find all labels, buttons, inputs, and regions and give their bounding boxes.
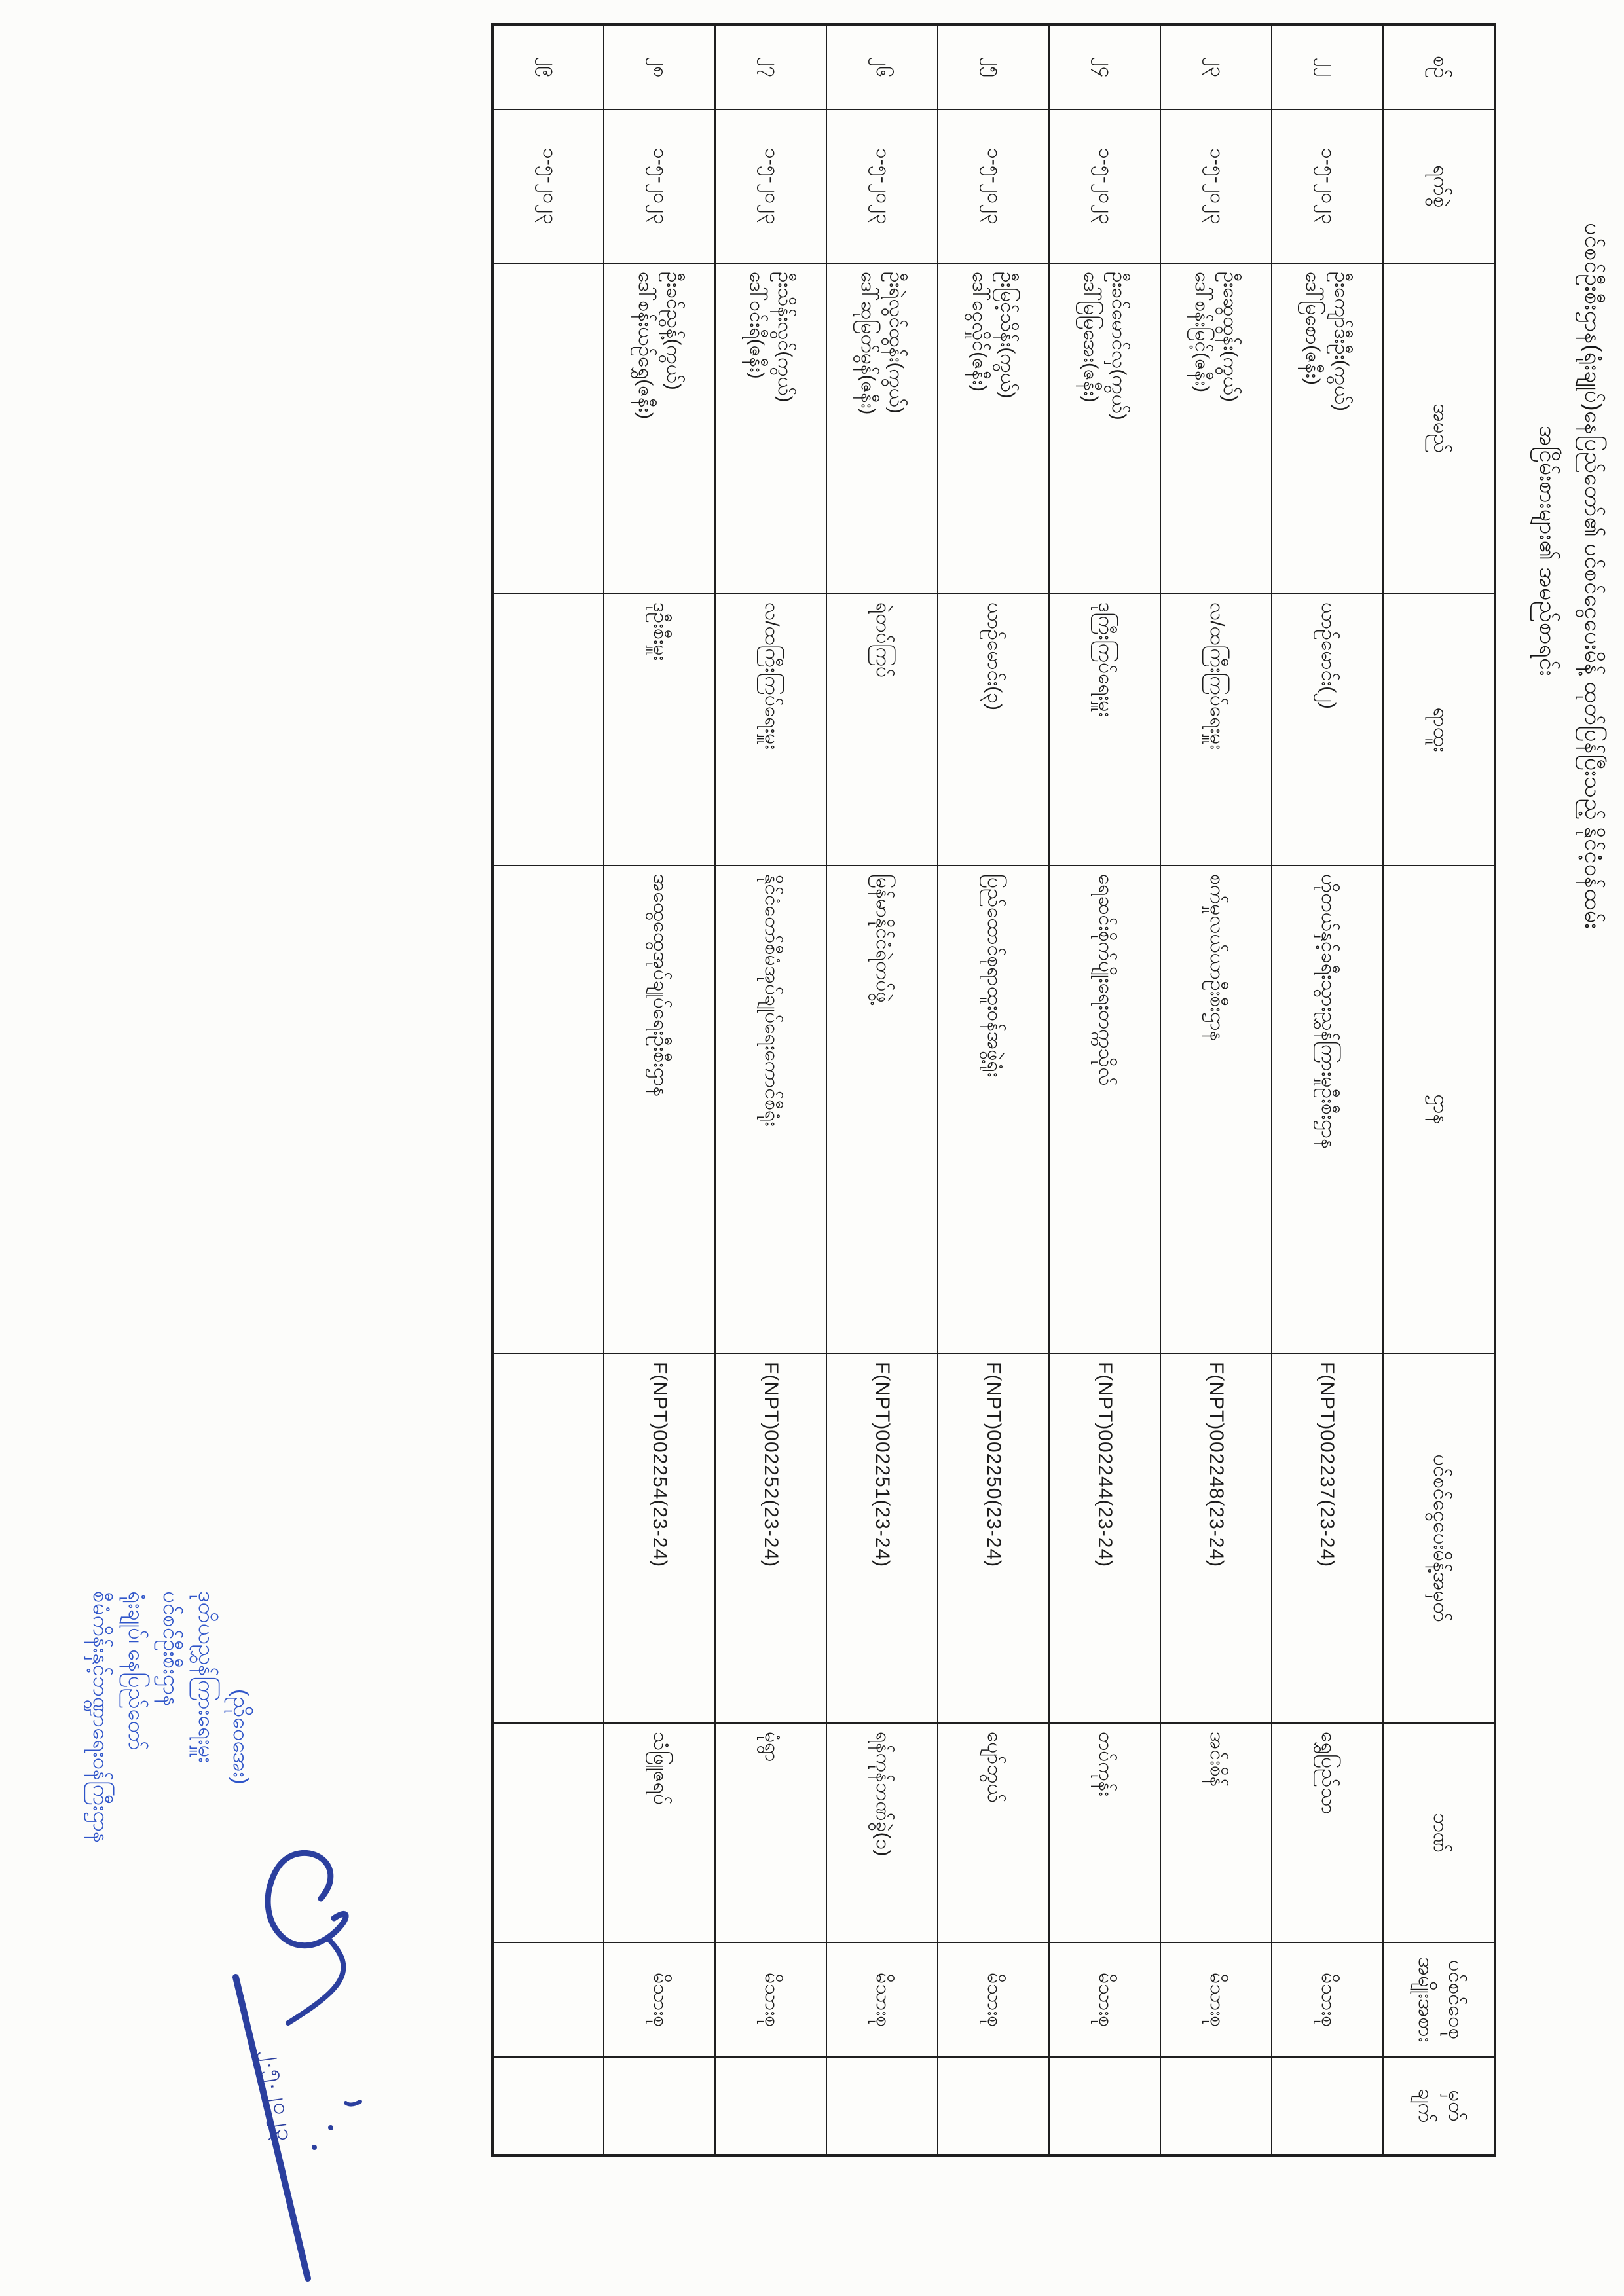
header-pension-type-line1: ပင်စင်ဝေစု [1445, 1959, 1468, 2040]
header-bank: ဘဏ် [1383, 1723, 1495, 1942]
cell-serial: ၂၅ [938, 24, 1049, 109]
cell-date: ၁-၅-၂၀၂၃ [492, 109, 604, 263]
cell-serial: ၂၆ [826, 24, 938, 109]
cell-date: ၁-၅-၂၀၂၃ [604, 109, 715, 263]
cell-department: မြန်မာနိုင်ငံရဲတပ်ဖွဲ့ [826, 866, 938, 1353]
cell-pension-type: မိသားစု [1049, 1942, 1160, 2057]
cell-serial: ၂၉ [492, 24, 604, 109]
table-row [492, 24, 604, 2155]
cell-remark [826, 2057, 938, 2155]
name-deceased: ဦးသိန်းလွင်(ကွယ်) [774, 272, 796, 403]
cell-remark [938, 2057, 1049, 2155]
cell-department: ဟိုတယ်နှင့်ခရီးသွားညွှန်ကြားမှုဦးစီးဌာန [1272, 866, 1383, 1353]
header-pension-type-line2: အမျိုးအစား [1414, 1957, 1438, 2043]
cell-position: ယာဉ်မောင်း(၃) [938, 594, 1049, 866]
cell-department [492, 866, 604, 1353]
document-title [1529, 223, 1608, 929]
header-position: ရာထူး [1383, 594, 1495, 866]
cell-position: လ/ထကြီးကြပ်ရေးမှူး [715, 594, 826, 866]
cell-position: ရဲတပ်ကြပ် [826, 594, 938, 866]
cell-serial: ၂၇ [715, 24, 826, 109]
name-deceased: ဦးမြင့်သိန်း(ကွယ်) [997, 272, 1019, 399]
header-order-no: ပင်စင်ငွေပေးမိန့်အမှတ် [1383, 1353, 1495, 1723]
header-department: ဌာန [1383, 866, 1495, 1353]
cell-position: ဒုကြီးကြပ်ရေးမှူး [1049, 594, 1160, 866]
title-line-1: ပင်စင်ဦးစီးဌာန(ရုံးချုပ်)နေပြည်တော်၏ ပင်စင်ငွေပေးမိန့် ထုတ်ပြန်ပြီးသည့် နိုင်ငံ့ဝန်ထမ်း [1580, 223, 1605, 930]
handwritten-date: ၂.၅.၂၀၂၃ [261, 2047, 299, 2143]
cell-position [492, 594, 604, 866]
cell-remark [715, 2057, 826, 2155]
cell-name [604, 263, 715, 594]
cell-remark [1049, 2057, 1160, 2155]
table-row [715, 24, 826, 2155]
cell-bank: ပျော်ဘွယ် [938, 1723, 1049, 1942]
name-deceased: ဦးရဲလွင်ထွန်း(ကွယ်) [885, 272, 908, 414]
name-beneficiary: ဒေါ်မြမြအေး(ဇနီး) [1080, 272, 1101, 403]
cell-department: စက်မှုလယ်ယာဦးစီးဌာန [1160, 866, 1272, 1353]
cell-position: ဒုဦးစီးမှူး [604, 594, 715, 866]
title-line-2: အငြိမ်းစားများ၏ အမည်စာရင်း [1535, 426, 1560, 676]
cell-department: အထွေထွေအုပ်ချုပ်ရေးဦးစီးဌာန [604, 866, 715, 1353]
stamp-signer-title: ဒုတိယညွှန်ကြားရေးမှူး [194, 1591, 219, 1763]
name-beneficiary: ဒေါ်မြစော(ဇနီး) [1302, 272, 1324, 385]
cell-remark [1272, 2057, 1383, 2155]
cell-serial: ၂၄ [1049, 24, 1160, 109]
name-deceased: ဦးခင်ညွန့်(ကွယ်) [663, 272, 685, 390]
cell-date: ၁-၅-၂၀၂၃ [715, 109, 826, 263]
table-row [1049, 24, 1160, 2155]
cell-bank: သံဖြူဇရပ် [604, 1723, 715, 1942]
cell-department: ရေဆင်းစိုက်ပျိုးရေးတက္ကသိုလ် [1049, 866, 1160, 1353]
cell-bank: ရွှေပြည်သာ [1272, 1723, 1383, 1942]
table-header-row [1383, 24, 1495, 2155]
cell-order-no [492, 1353, 604, 1723]
name-beneficiary: ဒေါ်စန်းယဉ်ရွှေ(ဇနီး) [635, 272, 656, 420]
name-beneficiary: ဒေါ်ဝင်းရီ(ဇနီး) [746, 272, 767, 379]
name-deceased: ဦးခင်မောင်လှ(ကွယ်) [1108, 272, 1130, 420]
cell-date: ၁-၅-၂၀၂၃ [826, 109, 938, 263]
table-row [1160, 24, 1272, 2155]
cell-order-no: F(NPT)002254(23-24) [604, 1353, 715, 1723]
cell-pension-type: မိသားစု [938, 1942, 1049, 2057]
cell-department: နိုင်ငံတော်စီမံအုပ်ချုပ်ရေးကောင်စီရုံး [715, 866, 826, 1353]
name-deceased: ဦးဆွေထွန်း(ကွယ်) [1219, 272, 1242, 402]
approval-stamp [84, 1591, 259, 2246]
cell-pension-type: မိသားစု [715, 1942, 826, 2057]
header-date: ရက်စွဲ [1383, 109, 1495, 263]
stamp-office: ရုံးချုပ်၊ နေပြည်တော် [124, 1591, 149, 1751]
cell-remark [1160, 2057, 1272, 2155]
cell-bank: ရန်ကုန်ဘဏ်ခွဲ(၁) [826, 1723, 938, 1942]
cell-bank: အင်းစိန် [1160, 1723, 1272, 1942]
cell-order-no: F(NPT)002251(23-24) [826, 1353, 938, 1723]
cell-date: ၁-၅-၂၀၂၃ [1160, 109, 1272, 263]
header-serial: စဉ် [1383, 24, 1495, 109]
cell-pension-type: မိသားစု [1160, 1942, 1272, 2057]
cell-name [1160, 263, 1272, 594]
header-remark [1383, 2057, 1495, 2155]
cell-name [1049, 263, 1160, 594]
cell-position: ယာဉ်မောင်း(၂) [1272, 594, 1383, 866]
cell-bank [492, 1723, 604, 1942]
cell-serial: ၂၈ [604, 24, 715, 109]
cell-date: ၁-၅-၂၀၂၃ [1049, 109, 1160, 263]
cell-date: ၁-၅-၂၀၂၃ [938, 109, 1049, 263]
table-row [826, 24, 938, 2155]
header-pension-type [1383, 1942, 1495, 2057]
cell-department: ပြည်ထောင်စုရာထူးဝန်အဖွဲ့ရုံး [938, 866, 1049, 1353]
name-beneficiary: ဒေါ်ဆုမြတ်မွန်(ဇနီး) [857, 272, 879, 415]
name-deceased: ဦးကျော်ဒီးဦး(ကွယ်) [1331, 272, 1352, 411]
header-name: အမည် [1383, 263, 1495, 594]
cell-order-no: F(NPT)002237(23-24) [1272, 1353, 1383, 1723]
cell-position: လ/ထကြီးကြပ်ရေးမှူး [1160, 594, 1272, 866]
cell-name [938, 263, 1049, 594]
name-beneficiary: ဒေါ်ငွေလှိုင်(ဇနီး) [969, 272, 990, 392]
header-remark-line1: မှတ် [1445, 2090, 1468, 2122]
cell-name [1272, 263, 1383, 594]
stamp-signer-name: (ညိုဝေအေး) [229, 1689, 253, 1785]
cell-bank: တပ်ကုန်း [1049, 1723, 1160, 1942]
cell-order-no: F(NPT)002244(23-24) [1049, 1353, 1160, 1723]
stamp-department: ပင်စင်ဦးစီးဌာန [159, 1591, 184, 1707]
cell-name [492, 263, 604, 594]
cell-serial: ၂၂ [1272, 24, 1383, 109]
cell-bank: မုံရွာ [715, 1723, 826, 1942]
table-row [938, 24, 1049, 2155]
cell-order-no: F(NPT)002250(23-24) [938, 1353, 1049, 1723]
stamp-ministry: စီမံကိန်းနှင့်ဘဏ္ဍာရေးဝန်ကြီးဌာန [89, 1591, 114, 1844]
table-row [604, 24, 715, 2155]
header-remark-line2: ချက် [1414, 2088, 1438, 2123]
cell-order-no: F(NPT)002252(23-24) [715, 1353, 826, 1723]
cell-serial: ၂၃ [1160, 24, 1272, 109]
pension-list-table [491, 23, 1496, 2157]
cell-pension-type: မိသားစု [1272, 1942, 1383, 2057]
cell-remark [492, 2057, 604, 2155]
table-row [1272, 24, 1383, 2155]
cell-name [826, 263, 938, 594]
cell-name [715, 263, 826, 594]
cell-pension-type [492, 1942, 604, 2057]
name-beneficiary: ဒေါ်စန်းမြင့်(ဇနီး) [1191, 272, 1213, 393]
cell-remark [604, 2057, 715, 2155]
cell-pension-type: မိသားစု [604, 1942, 715, 2057]
cell-pension-type: မိသားစု [826, 1942, 938, 2057]
cell-date: ၁-၅-၂၀၂၃ [1272, 109, 1383, 263]
cell-order-no: F(NPT)002248(23-24) [1160, 1353, 1272, 1723]
